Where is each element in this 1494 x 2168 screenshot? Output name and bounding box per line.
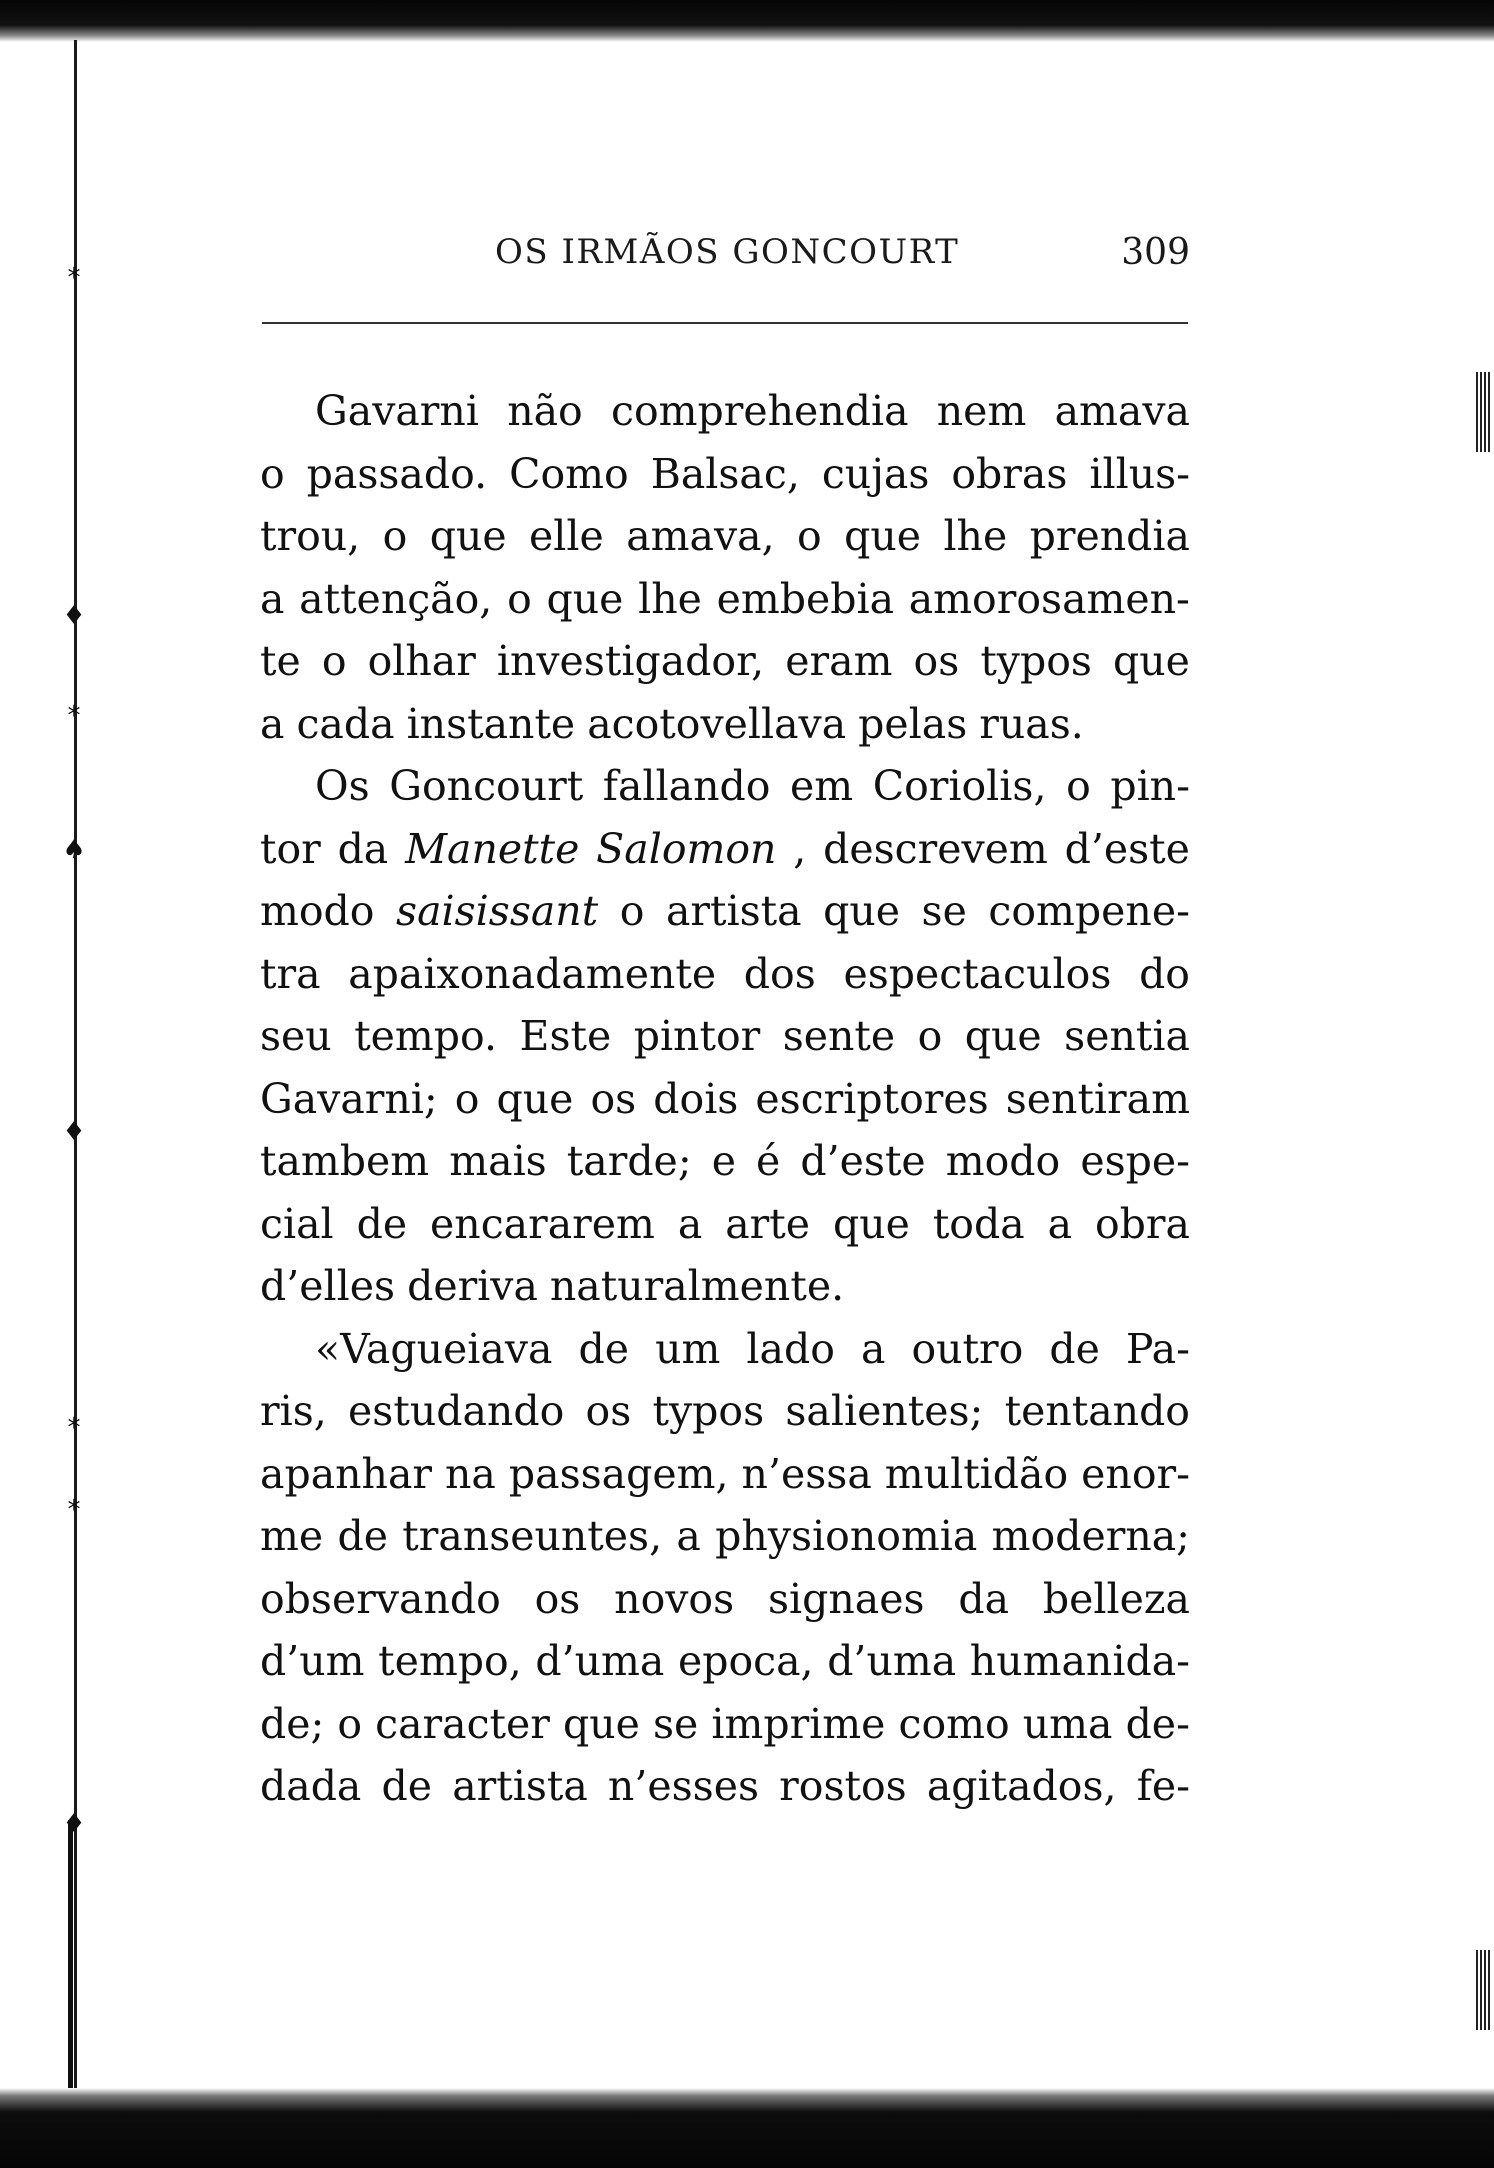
word: ris, <box>260 1387 327 1435</box>
word: espe- <box>1080 1137 1190 1185</box>
word: o <box>917 1012 943 1060</box>
word: arte <box>725 1199 811 1248</box>
word: escriptores <box>755 1074 989 1123</box>
word: artista <box>452 1762 588 1810</box>
word: Gavarni; <box>260 1074 438 1123</box>
word: que <box>1112 637 1190 685</box>
word: transeuntes, <box>402 1512 663 1560</box>
text-line <box>260 443 1190 506</box>
word: modo <box>260 887 375 935</box>
word: acotovellava <box>587 699 847 748</box>
word: como <box>898 1699 1010 1748</box>
word: toda <box>932 1199 1025 1248</box>
word: tra <box>260 949 321 998</box>
word: Pa- <box>1125 1324 1190 1373</box>
word: passado. <box>306 449 488 498</box>
word: d’elles <box>260 1262 396 1310</box>
italic-word: saisissant <box>396 887 599 935</box>
word: tempo, <box>378 1637 522 1685</box>
text-line <box>260 1443 1190 1506</box>
scan-edge-artifact <box>1476 372 1490 452</box>
word: nem <box>936 387 1027 435</box>
text-line <box>260 1005 1190 1068</box>
word: que <box>832 1199 910 1248</box>
italic-word: Salomon <box>596 824 777 873</box>
word: trou, <box>260 512 361 560</box>
word: na <box>445 1449 496 1498</box>
word: typos <box>980 637 1092 685</box>
word: caracter <box>375 1699 550 1748</box>
word: Como <box>509 449 629 498</box>
word: fallando <box>602 762 771 810</box>
word: d’uma <box>535 1637 665 1685</box>
word: o <box>1066 762 1091 810</box>
word: pin- <box>1110 762 1190 810</box>
scan-bottom-border <box>0 2088 1494 2168</box>
running-head <box>260 232 1190 272</box>
text-line <box>260 380 1190 443</box>
word: investigador, <box>496 637 765 685</box>
word: seu <box>260 1012 332 1060</box>
word: que <box>429 512 507 560</box>
text-line <box>260 943 1190 1006</box>
word: lhe <box>943 512 1008 560</box>
word: , <box>793 824 807 873</box>
word: multidão <box>884 1449 1069 1498</box>
word: typos <box>652 1387 765 1435</box>
text-line <box>260 1568 1190 1631</box>
word: Coriolis, <box>872 762 1047 810</box>
word: Goncourt <box>389 762 584 810</box>
word: amava <box>1054 387 1190 435</box>
word: tempo. <box>354 1012 498 1060</box>
word: d’este <box>800 1137 926 1185</box>
binding-edge-lower <box>68 1820 73 2110</box>
word: instante <box>406 699 576 748</box>
word: Este <box>519 1012 612 1060</box>
word: d’uma <box>827 1637 957 1685</box>
word: salientes; <box>785 1387 984 1435</box>
word: dada <box>260 1762 362 1810</box>
word: elle <box>529 512 604 560</box>
word: fe- <box>1136 1762 1190 1810</box>
word: de <box>337 1512 388 1560</box>
margin-mark-icon: ♠ <box>62 835 86 865</box>
word: descrevem <box>823 824 1048 873</box>
word: epoca, <box>677 1637 814 1685</box>
word: ruas. <box>979 699 1084 748</box>
word: passagem, <box>508 1449 729 1498</box>
word: o <box>454 1074 480 1123</box>
binding-edge <box>74 40 77 2100</box>
word: um <box>655 1324 721 1373</box>
word: se <box>921 887 967 935</box>
word: o <box>382 512 408 560</box>
word: imprime <box>711 1699 886 1748</box>
word: lado <box>746 1324 835 1373</box>
text-line <box>260 1255 1190 1318</box>
word: te <box>260 637 301 685</box>
page-number: 309 <box>1121 232 1190 273</box>
word: belleza <box>1042 1574 1190 1623</box>
word: cujas <box>821 449 930 498</box>
word: de <box>1049 1324 1100 1373</box>
word: apanhar <box>260 1449 432 1498</box>
word: os <box>590 1074 637 1123</box>
word: rostos <box>779 1762 907 1810</box>
word: «Vagueiava <box>315 1324 553 1373</box>
word: de <box>578 1324 630 1373</box>
word: enor- <box>1081 1449 1190 1498</box>
word: me <box>260 1512 324 1560</box>
word: d’um <box>260 1637 365 1685</box>
italic-word: Manette <box>405 824 580 873</box>
word: observando <box>260 1574 501 1623</box>
word: o <box>260 449 285 498</box>
word: apaixonadamente <box>348 949 717 998</box>
text-line <box>260 1193 1190 1256</box>
word: os <box>585 1387 632 1435</box>
word: moderna; <box>991 1512 1190 1560</box>
word: o <box>797 512 822 560</box>
word: tentando <box>1004 1387 1190 1435</box>
word: que <box>546 574 624 623</box>
word: novos <box>614 1574 735 1623</box>
margin-mark-icon: ♦ <box>62 1117 86 1147</box>
text-line <box>260 1068 1190 1131</box>
word: a <box>677 1199 703 1248</box>
word: deriva <box>407 1262 538 1310</box>
word: cial <box>260 1199 334 1248</box>
word: que <box>964 1012 1042 1060</box>
word: humanida- <box>969 1637 1190 1685</box>
word: agitados, <box>926 1762 1117 1810</box>
text-line <box>260 1755 1190 1818</box>
margin-mark-icon: ⁎ <box>67 693 81 723</box>
word: em <box>790 762 854 810</box>
word: é <box>756 1137 781 1185</box>
word: pintor <box>633 1012 761 1060</box>
word: a <box>260 574 285 623</box>
word: n’essa <box>741 1449 872 1498</box>
word: d’este <box>1064 824 1190 873</box>
word: eram <box>785 637 893 685</box>
word: de; <box>260 1699 325 1748</box>
word: compene- <box>988 887 1190 935</box>
word: dos <box>743 949 816 998</box>
running-title: OS IRMÃOS GONCOURT <box>495 232 960 272</box>
margin-mark-icon: ♦ <box>62 601 86 631</box>
word: a <box>1047 1199 1073 1248</box>
word: tor <box>260 824 321 873</box>
word: sentiram <box>1005 1074 1190 1123</box>
text-line <box>260 880 1190 943</box>
word: da <box>337 824 389 873</box>
word: a <box>260 699 285 748</box>
word: os <box>534 1574 581 1623</box>
word: physionomia <box>715 1512 978 1560</box>
text-line <box>260 818 1190 881</box>
text-line <box>260 505 1190 568</box>
word: modo <box>945 1137 1061 1185</box>
header-rule <box>262 322 1188 324</box>
word: lhe <box>638 574 702 623</box>
word: a <box>860 1324 886 1373</box>
word: sentia <box>1064 1012 1190 1060</box>
word: attenção, <box>299 574 493 623</box>
word: illus- <box>1089 449 1190 498</box>
text-line <box>260 1630 1190 1693</box>
text-line <box>260 1130 1190 1193</box>
text-line <box>260 1693 1190 1756</box>
word: que <box>823 887 900 935</box>
text-line <box>260 568 1190 631</box>
scan-top-border <box>0 0 1494 42</box>
margin-mark-icon: ⁎ <box>67 1405 81 1435</box>
word: estudando <box>348 1387 565 1435</box>
body-text <box>260 380 1190 1818</box>
word: pelas <box>858 699 968 748</box>
text-line <box>260 755 1190 818</box>
word: uma <box>1022 1699 1113 1748</box>
word: a <box>676 1512 701 1560</box>
margin-mark-icon: ⁎ <box>67 1487 81 1517</box>
word: embebia <box>716 574 895 623</box>
text-line <box>260 1318 1190 1381</box>
word: amorosamen- <box>908 574 1190 623</box>
word: obra <box>1095 1199 1190 1248</box>
word: cada <box>296 699 395 748</box>
word: o <box>619 887 645 935</box>
word: os <box>913 637 960 685</box>
word: comprehendia <box>611 387 909 435</box>
word: se <box>652 1699 699 1748</box>
word: Gavarni <box>315 387 479 435</box>
text-line <box>260 1380 1190 1443</box>
word: Os <box>315 762 370 810</box>
word: do <box>1139 949 1190 998</box>
scan-edge-artifact <box>1476 1950 1490 2030</box>
word: amava, <box>626 512 775 560</box>
word: Balsac, <box>650 449 800 498</box>
word: naturalmente. <box>549 1262 845 1310</box>
text-line <box>260 1505 1190 1568</box>
word: que <box>844 512 922 560</box>
word: n’esses <box>607 1762 760 1810</box>
word: tambem <box>260 1137 430 1185</box>
text-line <box>260 693 1190 756</box>
word: tarde; <box>566 1137 692 1185</box>
word: não <box>507 387 583 435</box>
word: olhar <box>367 637 476 685</box>
word: prendia <box>1029 512 1190 560</box>
word: obras <box>951 449 1068 498</box>
word: artista <box>665 887 802 935</box>
word: espectaculos <box>843 949 1112 998</box>
word: signaes <box>767 1574 925 1623</box>
word: o <box>321 637 347 685</box>
word: encararem <box>430 1199 655 1248</box>
margin-mark-icon: ⁎ <box>67 255 81 285</box>
word: que <box>496 1074 574 1123</box>
margin-mark-icon: ♦ <box>62 1809 86 1839</box>
word: que <box>562 1699 640 1748</box>
word: da <box>958 1574 1010 1623</box>
word: de <box>381 1762 433 1810</box>
word: sente <box>782 1012 896 1060</box>
word: o <box>507 574 532 623</box>
word: o <box>337 1699 363 1748</box>
word: mais <box>449 1137 547 1185</box>
text-line <box>260 630 1190 693</box>
word: outro <box>911 1324 1024 1373</box>
word: de- <box>1125 1699 1190 1748</box>
word: dois <box>653 1074 739 1123</box>
word: de <box>356 1199 408 1248</box>
word: e <box>711 1137 736 1185</box>
